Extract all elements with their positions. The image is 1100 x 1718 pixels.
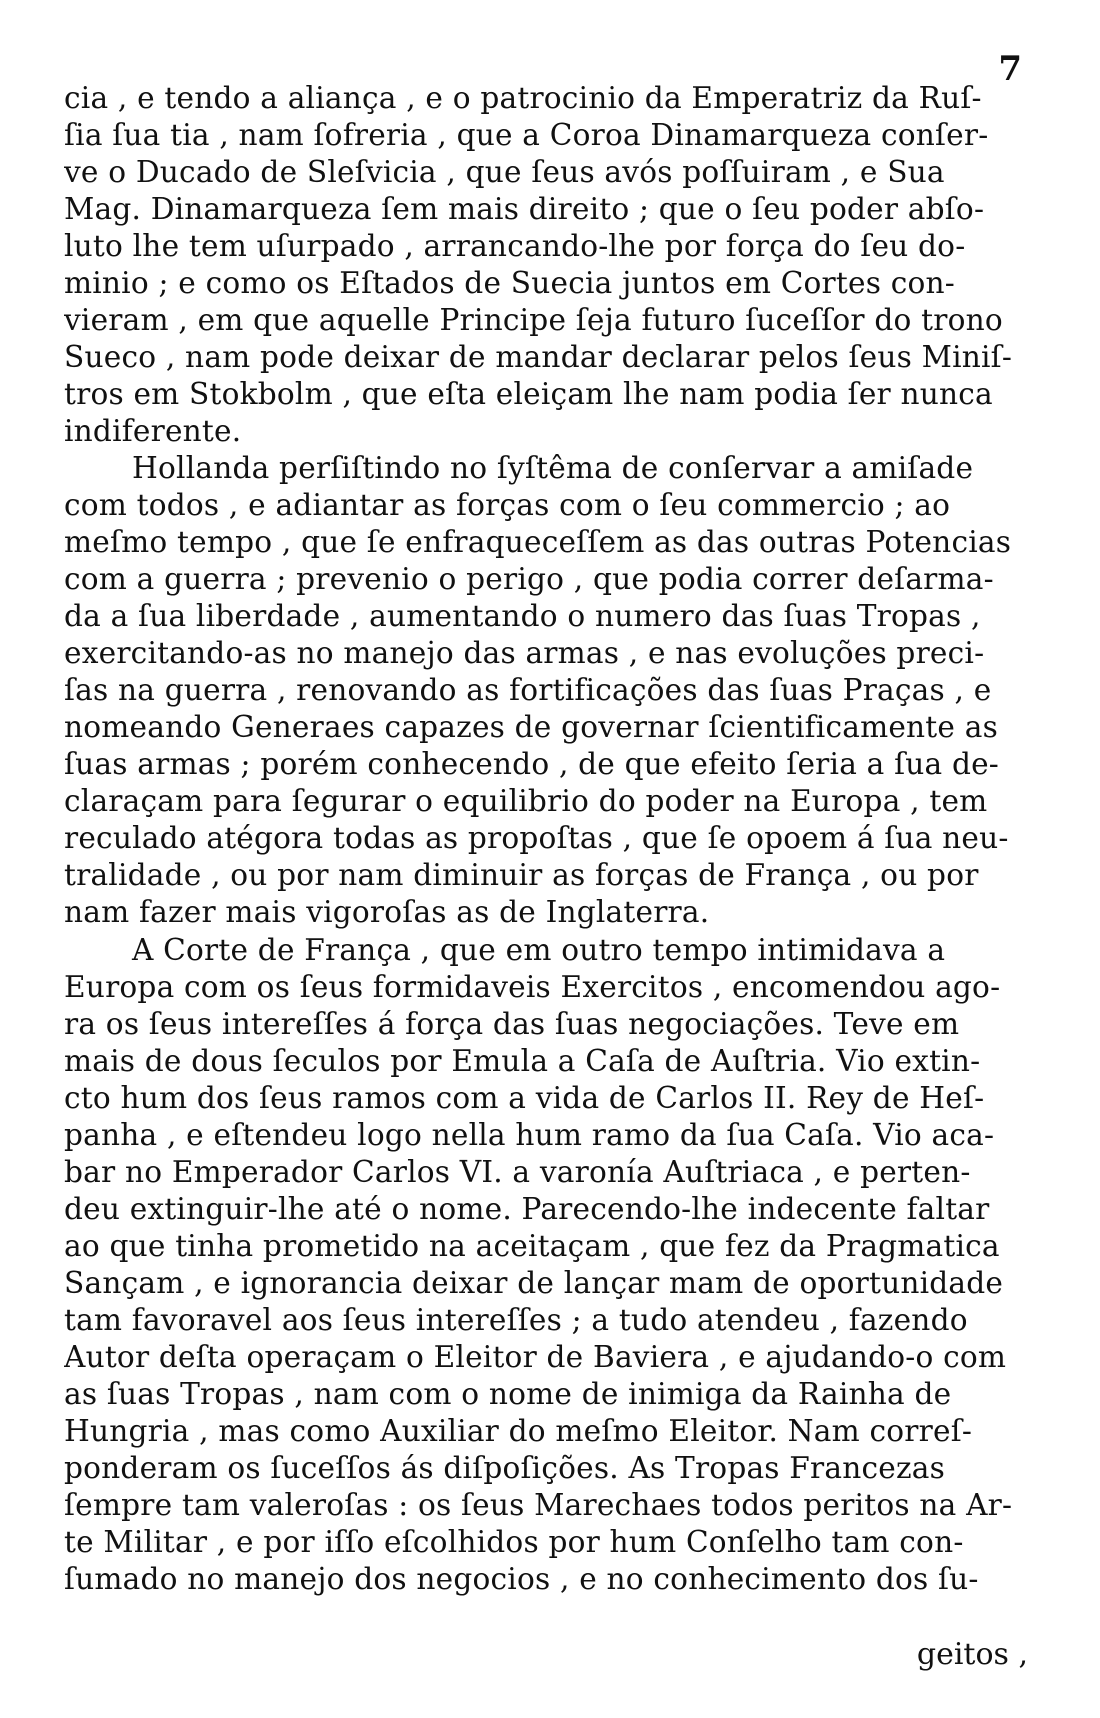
- text-line: te Militar , e por iſſo eſcolhidos por hum Conſelho tam con-: [64, 1525, 964, 1559]
- text-line: nomeando Generaes capazes de governar ſcientificamente as: [64, 710, 998, 744]
- text-line: ſia ſua tia , nam ſofreria , que a Coroa Dinamarqueza conſer-: [64, 118, 989, 152]
- text-line: com a guerra ; prevenio o perigo , que podia correr deſarma-: [64, 562, 994, 596]
- paragraph-alliance: [64, 80, 1054, 450]
- text-line: reculado atégora todas as propoſtas , que ſe opoem á ſua neu-: [64, 821, 1009, 855]
- text-line: Autor deſta operaçam o Eleitor de Baviera , e ajudando-o com: [64, 1340, 1007, 1374]
- text-line: nam fazer mais vigoroſas as de Inglaterra.: [64, 895, 710, 929]
- text-line: Hollanda perſiſtindo no ſyſtêma de conſervar a amiſade: [132, 451, 974, 485]
- text-line: tros em Stokbolm , que eſta eleiçam lhe nam podia ſer nunca: [64, 377, 993, 411]
- text-line: ſuas armas ; porém conhecendo , de que efeito ſeria a ſua de-: [64, 747, 1000, 781]
- text-line: cia , e tendo a aliança , e o patrocinio da Emperatriz da Ruſ-: [64, 81, 982, 115]
- text-line: da a ſua liberdade , aumentando o numero das ſuas Tropas ,: [64, 599, 981, 633]
- text-line: minio ; e como os Eſtados de Suecia juntos em Cortes con-: [64, 266, 955, 300]
- text-line: ſumado no manejo dos negocios , e no conhecimento dos ſu-: [64, 1562, 979, 1596]
- text-line: ponderam os ſuceſſos ás diſpoſições. As Tropas Francezas: [64, 1451, 945, 1485]
- text-line: ſas na guerra , renovando as fortificações das ſuas Praças , e: [64, 673, 992, 707]
- text-line: vieram , em que aquelle Principe ſeja futuro ſuceſſor do trono: [64, 303, 1003, 337]
- text-line: panha , e eſtendeu logo nella hum ramo da ſua Caſa. Vio aca-: [64, 1118, 995, 1152]
- text-line: meſmo tempo , que ſe enfraqueceſſem as das outras Potencias: [64, 525, 1012, 559]
- text-line: cto hum dos ſeus ramos com a vida de Carlos II. Rey de Heſ-: [64, 1081, 985, 1115]
- text-line: tam favoravel aos ſeus intereſſes ; a tudo atendeu , fazendo: [64, 1303, 968, 1337]
- text-line: bar no Emperador Carlos VI. a varonía Auſtriaca , e perten-: [64, 1155, 971, 1189]
- text-line: Hungria , mas como Auxiliar do meſmo Eleitor. Nam correſ-: [64, 1414, 973, 1448]
- text-line: ra os ſeus intereſſes á força das ſuas negociações. Teve em: [64, 1007, 960, 1041]
- text-line: ſempre tam valeroſas : os ſeus Marechaes todos peritos na Ar-: [64, 1488, 1013, 1522]
- text-line: com todos , e adiantar as forças com o ſeu commercio ; ao: [64, 488, 951, 522]
- text-line: claraçam para ſegurar o equilibrio do poder na Europa , tem: [64, 784, 988, 818]
- text-line: as ſuas Tropas , nam com o nome de inimiga da Rainha de: [64, 1377, 952, 1411]
- text-line: ao que tinha prometido na aceitaçam , que fez da Pragmatica: [64, 1229, 1000, 1263]
- text-line: mais de dous ſeculos por Emula a Caſa de Auſtria. Vio extin-: [64, 1044, 981, 1078]
- page-number: 7: [998, 49, 1022, 89]
- text-line: Sançam , e ignorancia deixar de lançar mam de oportunidade: [64, 1266, 1004, 1300]
- text-line: Europa com os ſeus formidaveis Exercitos , encomendou ago-: [64, 970, 1001, 1004]
- text-line: luto lhe tem uſurpado , arrancando-lhe por força do ſeu do-: [64, 229, 966, 263]
- paragraph-hollanda: [64, 450, 1054, 931]
- paragraph-franca: [64, 932, 1054, 1598]
- text-line: ve o Ducado de Sleſvicia , que ſeus avós poſſuiram , e Sua: [64, 155, 945, 189]
- text-line: Sueco , nam pode deixar de mandar declarar pelos ſeus Miniſ-: [64, 340, 1013, 374]
- text-line: deu extinguir-lhe até o nome. Parecendo-lhe indecente faltar: [64, 1192, 990, 1226]
- text-line: A Corte de França , que em outro tempo intimidava a: [132, 933, 946, 967]
- text-line: Mag. Dinamarqueza ſem mais direito ; que o ſeu poder abſo-: [64, 192, 985, 226]
- text-line: exercitando-as no manejo das armas , e nas evoluções preci-: [64, 636, 985, 670]
- text-line: indiferente.: [64, 414, 242, 448]
- catchword: geitos ,: [916, 1637, 1028, 1672]
- text-line: tralidade , ou por nam diminuir as forças de França , ou por: [64, 858, 979, 892]
